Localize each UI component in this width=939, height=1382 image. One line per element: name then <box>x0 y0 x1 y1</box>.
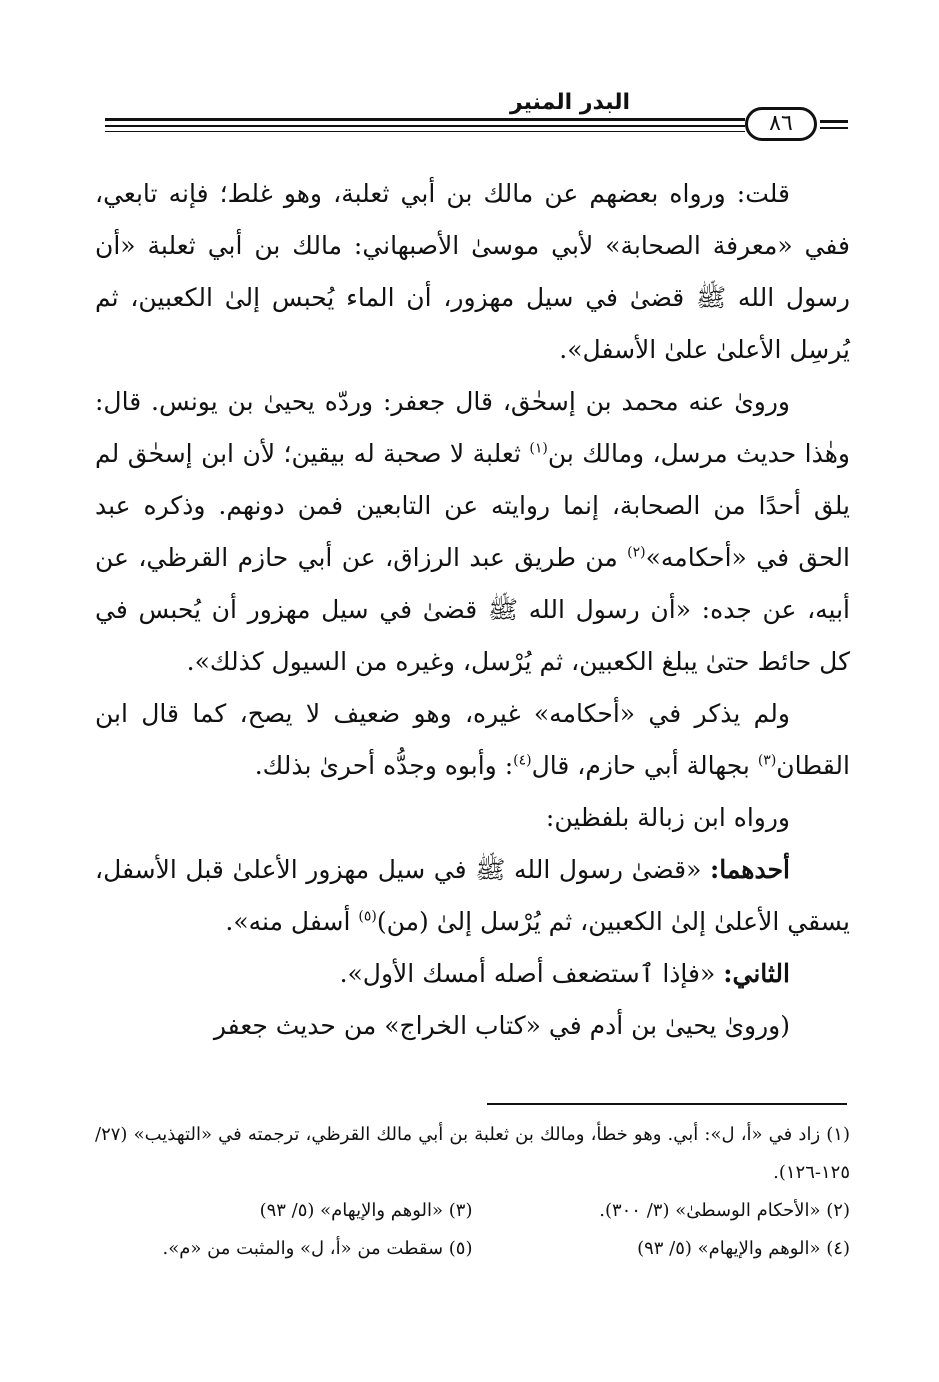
footnote-ref: (٢) <box>627 544 646 561</box>
text-run: من طريق عبد الرزاق، عن أبي حازم القرظي، عن أبيه، عن جده: «أن رسول الله ﷺ قضىٰ في سيل مهزور أن يُحبس في كل حائط حتىٰ يبلغ الكعبين، ثم يُرْسل، وغيره من السيول كذلك». <box>95 543 850 676</box>
bold-label: الثاني: <box>723 959 790 988</box>
page-header <box>95 85 850 155</box>
text-run: بجهالة أبي حازم، قال <box>531 751 758 780</box>
footnotes <box>95 1116 850 1268</box>
footnote: (٣) «الوهم والإيهام» (٥/ ٩٣) <box>259 1200 473 1221</box>
footnote-ref: (٣) <box>757 752 777 769</box>
text-run: قلت: ورواه بعضهم عن مالك بن أبي ثعلبة، وهو غلط؛ فإنه تابعي، ففي «معرفة الصحابة» لأبي موسىٰ الأصبهاني: مالك بن أبي ثعلبة «أن رسول الله ﷺ قضىٰ في سيل مهزور، أن الماء يُحبس إلىٰ الكعبين، ثم يُرسِل الأعلىٰ علىٰ الأسفل». <box>95 179 850 364</box>
text-run: ولم يذكر في «أحكامه» غيره، وهو ضعيف لا يصح، كما قال ابن القطان <box>95 699 850 780</box>
footnote: (١) زاد في «أ، ل»: أبي. وهو خطأ، ومالك بن ثعلبة بن أبي مالك القرظي، ترجمته في «التهذيب» (٢٧/ ١٢٥-١٢٦). <box>95 1124 850 1183</box>
footnote-row <box>95 1192 850 1230</box>
header-rule <box>820 127 848 129</box>
text-run: أسفل منه». <box>225 907 359 936</box>
text-run: «فإذا ٱستضعف أصله أمسك الأول». <box>339 959 724 988</box>
text-run: «قضىٰ رسول الله ﷺ في سيل مهزور الأعلىٰ قبل الأسفل، يسقي الأعلىٰ إلىٰ الكعبين، ثم يُرْسل إلىٰ (من) <box>95 855 850 936</box>
header-rule <box>820 120 848 123</box>
header-rule <box>105 118 745 121</box>
running-title: البدر المنير <box>509 90 630 115</box>
footnote-row <box>95 1230 850 1268</box>
text-run: ورواه ابن زبالة بلفظين: <box>545 803 790 832</box>
footnote: (٥) سقطت من «أ، ل» والمثبت من «م». <box>162 1238 473 1259</box>
paragraph <box>95 844 850 948</box>
footnote-ref: (١) <box>529 440 548 457</box>
text-run: : وأبوه وجدُّه أحرىٰ بذلك. <box>254 751 514 780</box>
text-run: وروىٰ عنه محمد بن إسحٰق، قال جعفر: وردّه يحيىٰ بن يونس. قال: وهٰذا حديث مرسل، ومالك بن <box>95 387 850 468</box>
main-text <box>95 168 850 1052</box>
page-number: ٨٦ <box>745 107 817 141</box>
footnote: (٢) «الأحكام الوسطىٰ» (٣/ ٣٠٠). <box>599 1200 850 1221</box>
paragraph <box>95 168 850 376</box>
paragraph <box>95 792 850 844</box>
footnote-ref: (٥) <box>358 908 377 925</box>
header-rule <box>105 131 745 132</box>
paragraph <box>95 376 850 688</box>
paragraph <box>95 1000 850 1052</box>
footnote: (٤) «الوهم والإيهام» (٥/ ٩٣) <box>637 1238 850 1259</box>
text-run: (وروىٰ يحيىٰ بن أدم في «كتاب الخراج» من حديث جعفر <box>213 1011 790 1040</box>
footnote-ref: (٤) <box>513 752 532 769</box>
paragraph <box>95 948 850 1000</box>
bold-label: أحدهما: <box>709 855 790 884</box>
paragraph <box>95 688 850 792</box>
header-rule <box>105 125 745 127</box>
footnote-separator <box>487 1103 847 1105</box>
text-run: ثعلبة لا صحبة له بيقين؛ لأن ابن إسحٰق لم يلق أحدًا من الصحابة، إنما روايته عن التابعين فمن دونهم. وذكره عبد الحق في «أحكامه» <box>95 439 850 572</box>
